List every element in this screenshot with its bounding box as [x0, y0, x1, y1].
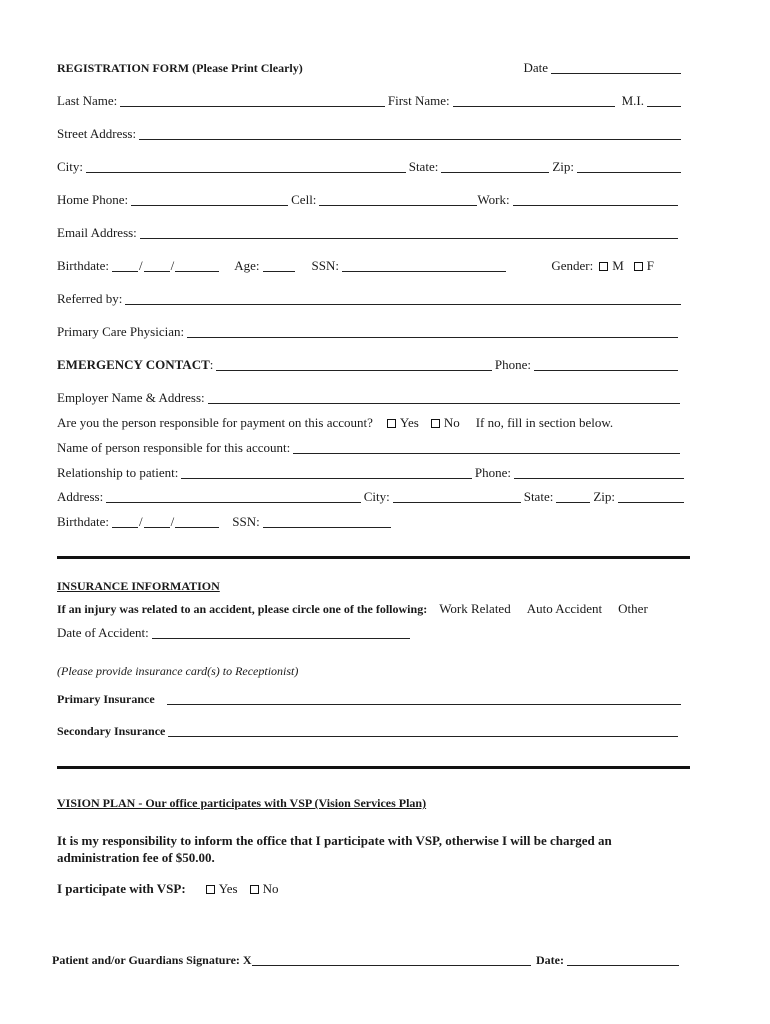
insurance-note-row — [57, 663, 684, 679]
responsible-birthdate-label: Birthdate: — [57, 514, 109, 529]
birth-day-field[interactable] — [144, 259, 170, 272]
referred-field[interactable] — [125, 292, 681, 305]
phone-row — [57, 192, 684, 208]
vsp-row — [57, 881, 684, 897]
gender-label: Gender: — [551, 258, 594, 273]
responsible-question-row — [57, 415, 684, 431]
ssn-label: SSN: — [311, 258, 339, 273]
work-label: Work: — [477, 192, 510, 207]
responsible-zip-label: Zip: — [593, 489, 615, 504]
employer-row — [57, 390, 684, 406]
state-field[interactable] — [441, 160, 549, 173]
responsible-name-row — [57, 440, 684, 456]
emergency-phone-field[interactable] — [534, 358, 678, 371]
referred-row — [57, 291, 684, 307]
insurance-heading-row — [57, 578, 684, 594]
section-divider — [57, 556, 690, 559]
mi-label: M.I. — [621, 93, 644, 108]
responsible-birth-month[interactable] — [112, 515, 138, 528]
option-other[interactable]: Other — [618, 601, 648, 616]
responsible-state-field[interactable] — [556, 490, 590, 503]
gender-f-checkbox[interactable] — [634, 262, 643, 271]
responsible-question: Are you the person responsible for payment on this account? — [57, 415, 373, 430]
city-label: City: — [57, 159, 84, 174]
email-row — [57, 225, 684, 241]
vsp-no-label: No — [262, 881, 279, 896]
responsible-birth-year[interactable] — [175, 515, 219, 528]
option-auto-accident[interactable]: Auto Accident — [526, 601, 603, 616]
emergency-phone-label: Phone: — [494, 357, 531, 372]
email-label: Email Address: — [57, 225, 137, 240]
signature-row — [52, 952, 682, 968]
responsible-state-label: State: — [523, 489, 554, 504]
emergency-row — [57, 357, 684, 373]
emergency-field[interactable] — [216, 358, 491, 371]
physician-field[interactable] — [187, 325, 678, 338]
signature-date-field[interactable] — [567, 953, 679, 966]
accident-prompt: If an injury was related to an accident, please circle one of the following: — [57, 602, 428, 616]
employer-label: Employer Name & Address: — [57, 390, 205, 405]
secondary-insurance-row — [57, 723, 684, 739]
responsible-note: If no, fill in section below. — [475, 415, 614, 430]
responsible-no-checkbox[interactable] — [431, 419, 440, 428]
primary-insurance-label: Primary Insurance — [57, 692, 155, 706]
vision-heading-row — [57, 795, 684, 811]
home-phone-label: Home Phone: — [57, 192, 129, 207]
first-name-field[interactable] — [453, 94, 615, 107]
responsible-name-field[interactable] — [293, 441, 680, 454]
physician-row — [57, 324, 684, 340]
street-field[interactable] — [139, 127, 681, 140]
gender-m-label: M — [612, 258, 624, 273]
mi-field[interactable] — [647, 94, 681, 107]
option-work-related[interactable]: Work Related — [439, 601, 511, 616]
first-name-label: First Name: — [387, 93, 450, 108]
secondary-insurance-field[interactable] — [168, 724, 678, 737]
insurance-card-note: (Please provide insurance card(s) to Receptionist) — [57, 664, 299, 678]
age-label: Age: — [234, 258, 260, 273]
responsible-phone-field[interactable] — [514, 466, 684, 479]
relationship-row — [57, 465, 684, 481]
signature-date-label: Date: — [536, 953, 564, 967]
employer-field[interactable] — [208, 391, 680, 404]
zip-label: Zip: — [552, 159, 574, 174]
date-label: Date — [523, 60, 548, 75]
relationship-label: Relationship to patient: — [57, 465, 179, 480]
email-field[interactable] — [140, 226, 678, 239]
responsible-city-label: City: — [363, 489, 390, 504]
last-name-field[interactable] — [120, 94, 385, 107]
home-phone-field[interactable] — [131, 193, 288, 206]
responsible-phone-label: Phone: — [474, 465, 511, 480]
responsible-address-label: Address: — [57, 489, 104, 504]
street-row — [57, 126, 684, 142]
responsible-birth-day[interactable] — [144, 515, 170, 528]
cell-field[interactable] — [319, 193, 477, 206]
last-name-label: Last Name: — [57, 93, 118, 108]
date-of-accident-field[interactable] — [152, 626, 410, 639]
form-title: REGISTRATION FORM (Please Print Clearly) — [57, 61, 303, 75]
primary-insurance-row — [57, 691, 684, 707]
gender-f-label: F — [646, 258, 654, 273]
vision-heading: VISION PLAN - Our office participates with VSP (Vision Services Plan) — [57, 796, 427, 810]
state-label: State: — [408, 159, 439, 174]
birth-month-field[interactable] — [112, 259, 138, 272]
emergency-label: EMERGENCY CONTACT — [57, 357, 210, 372]
birthdate-row: Birthdate: / / Age: SSN: Gender: M F — [57, 258, 654, 273]
city-field[interactable] — [86, 160, 406, 173]
vsp-no-checkbox[interactable] — [250, 885, 259, 894]
responsible-ssn-field[interactable] — [263, 515, 391, 528]
cell-label: Cell: — [291, 192, 317, 207]
responsible-ssn-label: SSN: — [232, 514, 260, 529]
city-row — [57, 159, 684, 175]
responsible-birth-row: Birthdate: / / SSN: — [57, 514, 684, 530]
responsible-name-label: Name of person responsible for this account: — [57, 440, 291, 455]
responsible-yes-checkbox[interactable] — [387, 419, 396, 428]
age-field[interactable] — [263, 259, 295, 272]
section-divider-2 — [57, 766, 690, 769]
birthdate-label: Birthdate: — [57, 258, 109, 273]
vision-statement: It is my responsibility to inform the office that I participate with VSP, otherwise I will be charged an administration fee of $50.00. — [57, 833, 612, 865]
responsible-yes-label: Yes — [399, 415, 419, 430]
responsible-no-label: No — [443, 415, 460, 430]
responsible-address-row — [57, 489, 684, 505]
signature-label: Patient and/or Guardians Signature: X — [52, 953, 252, 967]
vsp-yes-label: Yes — [218, 881, 238, 896]
relationship-field[interactable] — [181, 466, 472, 479]
secondary-insurance-label: Secondary Insurance — [57, 724, 166, 738]
date-of-accident-row — [57, 625, 684, 641]
birth-year-field[interactable] — [175, 259, 219, 272]
vsp-yes-checkbox[interactable] — [206, 885, 215, 894]
responsible-zip-field[interactable] — [618, 490, 684, 503]
physician-label: Primary Care Physician: — [57, 324, 185, 339]
emergency-colon: : — [209, 357, 214, 372]
street-label: Street Address: — [57, 126, 137, 141]
primary-insurance-field[interactable] — [167, 692, 681, 705]
responsible-address-field[interactable] — [106, 490, 360, 503]
date-of-accident-label: Date of Accident: — [57, 625, 149, 640]
insurance-heading: INSURANCE INFORMATION — [57, 579, 220, 593]
date-field[interactable] — [551, 61, 681, 74]
referred-label: Referred by: — [57, 291, 123, 306]
work-field[interactable] — [513, 193, 678, 206]
zip-field[interactable] — [577, 160, 681, 173]
header-row — [57, 60, 684, 76]
gender-m-checkbox[interactable] — [599, 262, 608, 271]
responsible-city-field[interactable] — [393, 490, 521, 503]
signature-field[interactable] — [252, 953, 531, 966]
vsp-label: I participate with VSP: — [57, 881, 186, 896]
ssn-field[interactable] — [342, 259, 506, 272]
name-row — [57, 93, 684, 109]
accident-row — [57, 601, 690, 617]
